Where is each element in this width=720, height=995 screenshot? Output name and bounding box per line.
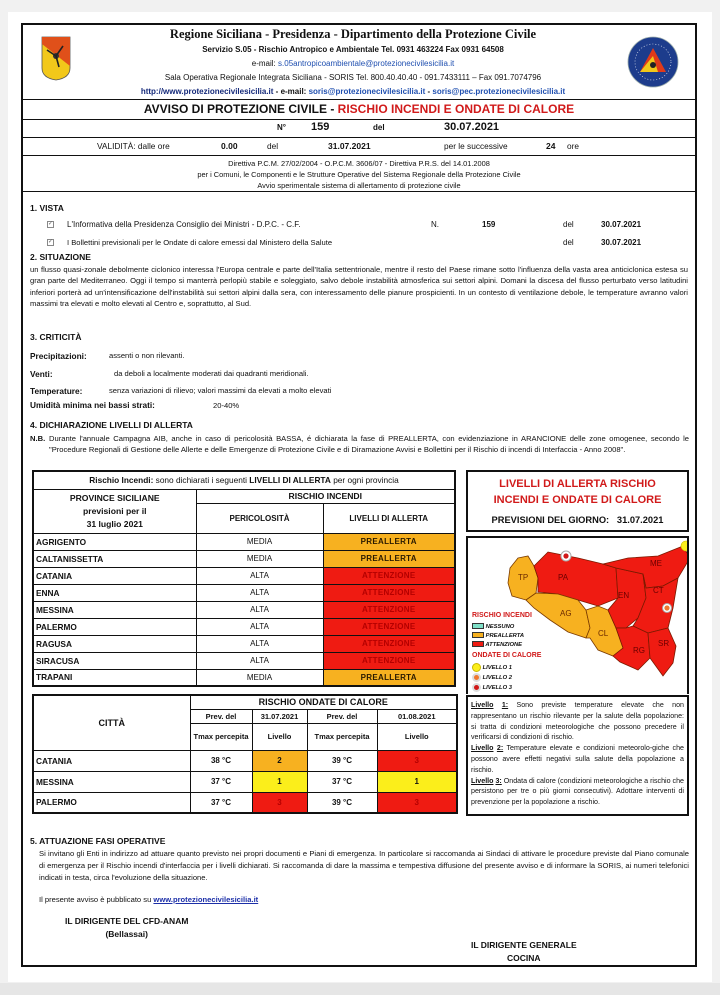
signature-right-title: IL DIRIGENTE GENERALE (471, 940, 577, 950)
heat-level-badge: 1 (252, 771, 307, 792)
checkbox-icon: ✓ (48, 221, 54, 227)
l3-text: Ondata di calore (condizioni meteorologiche a rischio che persistono per tre o più giorni consecutivi). Adottare interventi di prevenzione per la popolazione a rischio. (471, 776, 684, 807)
messina-heat-marker (681, 541, 689, 551)
del-label: del (373, 123, 385, 132)
tmax-value: 37 °C (190, 771, 252, 792)
alert-level-badge: ATTENZIONE (323, 584, 455, 601)
tmax-value: 37 °C (190, 792, 252, 813)
nb-label: N.B. (30, 434, 46, 443)
table-row (33, 601, 455, 618)
legend-preallerta-swatch (472, 632, 484, 638)
heat-level-badge: 1 (377, 771, 457, 792)
table-row (33, 618, 455, 635)
alert-level-badge: ATTENZIONE (323, 618, 455, 635)
legend-livello-3 (471, 776, 684, 808)
province-name: ENNA (33, 584, 196, 601)
province-name: MESSINA (33, 601, 196, 618)
directive-line-2: per i Comuni, le Componenti e le Strutture Operative del Sistema Regionale della Protezione Civile (197, 170, 521, 179)
svg-text:SR: SR (658, 639, 670, 648)
heat-level-badge: 3 (252, 792, 307, 813)
separator: - (425, 87, 433, 96)
email2-label: - e-mail: (273, 87, 309, 96)
legend-preallerta: PREALLERTA (485, 633, 525, 639)
soris-email-link[interactable]: soris@protezionecivilesicilia.it (308, 87, 426, 96)
notice-body (23, 191, 695, 963)
tmax1-header: Tmax percepita (190, 723, 252, 750)
vista-item-1-n-label: N. (431, 220, 439, 229)
forecast-label: PREVISIONI DEL GIORNO: (491, 515, 610, 525)
caption-end: per ogni provincia (330, 475, 399, 486)
prev1-label: Prev. del (190, 709, 252, 723)
map-title-line1: LIVELLI DI ALLERTA RISCHIO (499, 478, 656, 490)
attuazione-text: Si invitano gli Enti in indirizzo ad attuare quanto previsto nei propri documenti e Piani di emergenza. In particolare si raccomanda ai Sindaci di attivare le procedure previste dal Piano comunale di emergenza per il Rischio incendi d'interfaccia per i livelli dichiarati. Si raccomanda di dare la massima e tempestiva diffusione del presente avviso e di informare la SORIS, ai numeri telefonici indicati in testa, circa l'evoluzione della situazione. (39, 849, 689, 882)
legend-calore-items (472, 663, 512, 693)
province-name: CATANIA (33, 567, 196, 584)
l3-label: Livello (471, 776, 494, 785)
signature-right-name: COCINA (507, 953, 541, 963)
table-row (33, 652, 455, 669)
legend-livello-2 (471, 743, 684, 775)
col-rischio-incendi-header: RISCHIO INCENDI (196, 489, 455, 503)
table-row (33, 550, 455, 567)
validity-del-label: del (267, 141, 279, 151)
col-citta-header: CITTÀ (33, 695, 190, 750)
table-row (33, 635, 455, 652)
province-sr (648, 628, 676, 676)
pericolosita-value: ALTA (196, 652, 323, 669)
directive-block (23, 155, 695, 191)
table-row (33, 567, 455, 584)
legend-livello-1 (471, 700, 684, 743)
pericolosita-value: ALTA (196, 567, 323, 584)
section-dichiarazione-heading: 4. DICHIARAZIONE LIVELLI DI ALLERTA (30, 420, 193, 430)
city-name: PALERMO (33, 792, 190, 813)
table-row (33, 533, 455, 550)
published-link[interactable]: www.protezionecivilesicilia.it (153, 895, 259, 904)
tmax-value: 38 °C (190, 750, 252, 771)
l1-text: Sono previste temperature elevate che non rappresentano un rischio rilevante per la salute della popolazione: si tratta di condizioni meteorologiche che possono precedere il verificarsi di condizioni di rischio. (471, 701, 684, 742)
signature-left-title: IL DIRIGENTE DEL CFD-ANAM (65, 916, 189, 926)
notice-title (23, 99, 695, 119)
province-name: SIRACUSA (33, 652, 196, 669)
incendi-caption (33, 471, 455, 489)
vista-item-2-del: del (563, 238, 574, 247)
vista-item-1-text: L'Informativa della Presidenza Consiglio dei Ministri - D.P.C. - C.F. (67, 220, 301, 229)
pericolosita-value: MEDIA (196, 669, 323, 686)
directive-line-1: Direttiva P.C.M. 27/02/2004 - O.P.C.M. 3606/07 - Direttiva P.R.S. del 14.01.2008 (228, 159, 490, 168)
validity-next-label: per le successive (444, 141, 508, 151)
province-name: TRAPANI (33, 669, 196, 686)
regione-siciliana-crest-icon (41, 36, 71, 81)
legend-incendi-title: RISCHIO INCENDI (472, 612, 532, 619)
province-name: RAGUSA (33, 635, 196, 652)
alert-level-badge: PREALLERTA (323, 533, 455, 550)
l1-num: 1: (501, 701, 509, 709)
vista-item-1-number: 159 (482, 220, 496, 229)
col-calore-group-header: RISCHIO ONDATE DI CALORE (190, 695, 457, 709)
caption-mid: sono dichiarati i seguenti (153, 475, 250, 486)
province-name: PALERMO (33, 618, 196, 635)
pericolosita-value: ALTA (196, 635, 323, 652)
section-attuazione-heading: 5. ATTUAZIONE FASI OPERATIVE (30, 836, 166, 846)
province-name: AGRIGENTO (33, 533, 196, 550)
table-row (33, 669, 455, 686)
validity-from-hour: 0.00 (221, 141, 238, 151)
prev2-date: 01.08.2021 (377, 709, 457, 723)
directive-line-3: Avvio sperimentale sistema di allertamento di protezione civile (257, 181, 461, 190)
caption-bold: Rischio Incendi: (89, 475, 154, 486)
tmax-value: 39 °C (307, 792, 377, 813)
province-name: CALTANISSETTA (33, 550, 196, 567)
venti-value: da deboli a localmente moderati dai quadranti meridionali. (114, 369, 309, 378)
livello1-dot-icon (472, 663, 481, 672)
table-row (33, 584, 455, 601)
map-title-box (466, 470, 689, 532)
vista-item-2-text: I Bollettini previsionali per le Ondate di calore emessi dal Ministero della Salute (67, 238, 333, 247)
l2-label: Livello (471, 744, 494, 753)
signature-left (65, 915, 188, 941)
col-province-line2: previsioni per il (82, 505, 147, 516)
notice-date: 30.07.2021 (444, 121, 500, 133)
col-pericolosita-header: PERICOLOSITÀ (196, 503, 323, 533)
published-label: Il presente avviso è pubblicato su (39, 895, 154, 904)
soris-line: Sala Operativa Regionale Integrata Siciliana - SORIS Tel. 800.40.40.40 - 091.7433111 – Fax 091.7074796 (164, 73, 542, 82)
legend-livello3: LIVELLO 3 (482, 685, 512, 692)
alert-map-box (466, 470, 689, 701)
service-email-link[interactable]: s.05antropicoambientale@protezionecivilesicilia.it (278, 59, 455, 68)
heat-level-badge: 3 (377, 792, 457, 813)
heat-levels-legend (466, 695, 689, 816)
umid-value: 20-40% (213, 401, 240, 410)
heat-level-badge: 3 (377, 750, 457, 771)
pericolosita-value: ALTA (196, 584, 323, 601)
alert-level-badge: ATTENZIONE (323, 652, 455, 669)
svg-text:CL: CL (598, 629, 609, 638)
vista-item-2-date: 30.07.2021 (601, 238, 642, 247)
city-name: MESSINA (33, 771, 190, 792)
table-row (33, 771, 457, 792)
service-line: Servizio S.05 - Rischio Antropico e Ambientale Tel. 0931 463224 Fax 0931 64508 (202, 45, 504, 54)
legend-nessuno-swatch (472, 623, 484, 629)
l2-text: Temperature elevate e condizioni meteorolo-giche che possono avere effetti negativi sulla salute della popolazione a rischio. (471, 744, 684, 774)
livello2-header: Livello (377, 723, 457, 750)
notice-number: 159 (311, 121, 330, 133)
alert-level-badge: ATTENZIONE (323, 567, 455, 584)
heat-level-badge: 2 (252, 750, 307, 771)
map-title-line2: INCENDI E ONDATE DI CALORE (493, 494, 662, 506)
pericolosita-value: ALTA (196, 601, 323, 618)
validity-hours: 24 (546, 141, 556, 151)
city-name: CATANIA (33, 750, 190, 771)
nb-text: Durante l'annuale Campagna AIB, anche in caso di pericolosità BASSA, é dichiarata la fase di PREALLERTA, con evidenziazione in ARANCIONE delle zone omogenee, secondo le "Procedure Regionali di Gestione delle Allerte e delle Emergenze di Protezione Civile e di Diramazione Avvisi e Bollettini per il Rischio di incendi di Interfaccia - Anno 2008". (49, 434, 689, 454)
prev2-label: Prev. del (307, 709, 377, 723)
legend-attenzione-swatch (472, 641, 484, 647)
alert-level-badge: PREALLERTA (323, 550, 455, 567)
validity-date: 31.07.2021 (328, 141, 371, 151)
livello2-dot-icon (472, 673, 481, 682)
validity-row (23, 137, 695, 155)
vista-item-1-del: del (563, 220, 574, 229)
livello3-dot-icon (472, 683, 481, 692)
section-situazione-heading: 2. SITUAZIONE (30, 252, 91, 262)
svg-text:TP: TP (518, 573, 529, 582)
tmax-value: 37 °C (307, 771, 377, 792)
protezione-civile-seal-icon (627, 36, 679, 88)
signature-left-name: (Bellassai) (105, 929, 148, 939)
temp-label: Temperature: (30, 386, 83, 396)
notice-number-row (23, 119, 695, 137)
number-label: N° (277, 123, 286, 132)
situazione-text: un flusso quasi-zonale debolmente ciclonico interessa l'Europa centrale e parte dell'Italia settentrionale, mentre il resto del Paese rimane sotto l'influenza della vasta area anticiclonica estesa su gran parte del Mediterraneo. Oggi il tempo si manterrà perlopiù stabile e soleggiato, salvo debole instabilità atmosferica sui settori alpini. Domani la discesa del flusso perturbato verso latitudini inferiori porterà ad un'intensificazione dell'instabilità sui settori alpini dalla sera, con interessamento delle pianure prospicienti. In un contesto di ventilazione debole, le temperature avranno valori massimi tra elevati e molto elevati al Centro e, soprattutto, al Sud. (30, 265, 688, 309)
col-province-line3: 31 luglio 2021 (86, 518, 143, 529)
svg-text:PA: PA (558, 573, 569, 582)
legend-nessuno: NESSUNO (485, 624, 515, 630)
contacts-line (83, 85, 623, 99)
svg-text:EN: EN (618, 591, 630, 600)
l2-num: 2: (496, 744, 504, 753)
livello1-header: Livello (252, 723, 307, 750)
pericolosita-value: ALTA (196, 618, 323, 635)
alert-level-badge: PREALLERTA (323, 669, 455, 686)
prev1-date: 31.07.2021 (252, 709, 307, 723)
svg-text:RG: RG (633, 646, 645, 655)
map-forecast (468, 515, 687, 525)
l3-num: 3: (495, 776, 502, 785)
website-link[interactable]: http://www.protezionecivilesicilia.it (140, 87, 274, 96)
col-province-line1: PROVINCE SICILIANE (69, 492, 160, 503)
section-vista-heading: 1. VISTA (30, 203, 64, 213)
letterhead-text (83, 26, 623, 99)
pericolosita-value: MEDIA (196, 550, 323, 567)
pericolosita-value: MEDIA (196, 533, 323, 550)
viewer-bottom-bar (0, 983, 720, 995)
validity-label: VALIDITÀ: dalle ore (97, 141, 170, 151)
legend-attenzione: ATTENZIONE (485, 642, 523, 648)
alert-level-badge: ATTENZIONE (323, 635, 455, 652)
svg-text:AG: AG (560, 609, 572, 618)
sicily-map (466, 536, 689, 694)
vista-item-1-date: 30.07.2021 (601, 220, 642, 229)
table-row (33, 792, 457, 813)
venti-label: Venti: (30, 369, 53, 379)
caption-bold2: LIVELLI DI ALLERTA (249, 475, 331, 486)
precip-value: assenti o non rilevanti. (109, 351, 185, 360)
legend-livello1: LIVELLO 1 (482, 665, 512, 672)
precip-label: Precipitazioni: (30, 351, 87, 361)
col-province-header (33, 489, 196, 533)
email-label: e-mail: (251, 59, 276, 68)
published-line (39, 895, 258, 904)
soris-pec-link[interactable]: soris@pec.protezionecivilesicilia.it (432, 87, 566, 96)
l1-label: Livello (471, 701, 494, 709)
notice-title-prefix: AVVISO DI PROTEZIONE CIVILE - (143, 102, 338, 116)
alert-level-badge: ATTENZIONE (323, 601, 455, 618)
tmax2-header: Tmax percepita (307, 723, 377, 750)
table-row (33, 750, 457, 771)
department-title: Regione Siciliana - Presidenza - Dipartimento della Protezione Civile (169, 27, 537, 41)
letterhead (23, 25, 695, 99)
svg-text:ME: ME (650, 559, 662, 568)
signature-right (471, 939, 577, 965)
email-line (83, 57, 623, 71)
legend-livello2: LIVELLO 2 (482, 675, 512, 682)
temp-value: senza variazioni di rilievo; valori massimi da elevati a molto elevati (109, 386, 332, 395)
tmax-value: 39 °C (307, 750, 377, 771)
umid-label: Umidità minima nei bassi strati: (30, 400, 155, 410)
incendi-table (32, 470, 456, 687)
ondate-calore-table (32, 694, 458, 814)
svg-text:CT: CT (653, 586, 664, 595)
notice-frame (21, 23, 697, 967)
checkbox-icon: ✓ (48, 239, 54, 245)
legend-calore-title: ONDATE DI CALORE (472, 652, 542, 659)
notice-title-risk: RISCHIO INCENDI E ONDATE DI CALORE (337, 102, 575, 116)
legend-incendi-items (472, 623, 524, 650)
validity-hours-label: ore (567, 141, 579, 151)
section-criticita-heading: 3. CRITICITÀ (30, 332, 82, 342)
forecast-date: 31.07.2021 (616, 515, 664, 525)
col-livelli-header: LIVELLI DI ALLERTA (323, 503, 455, 533)
